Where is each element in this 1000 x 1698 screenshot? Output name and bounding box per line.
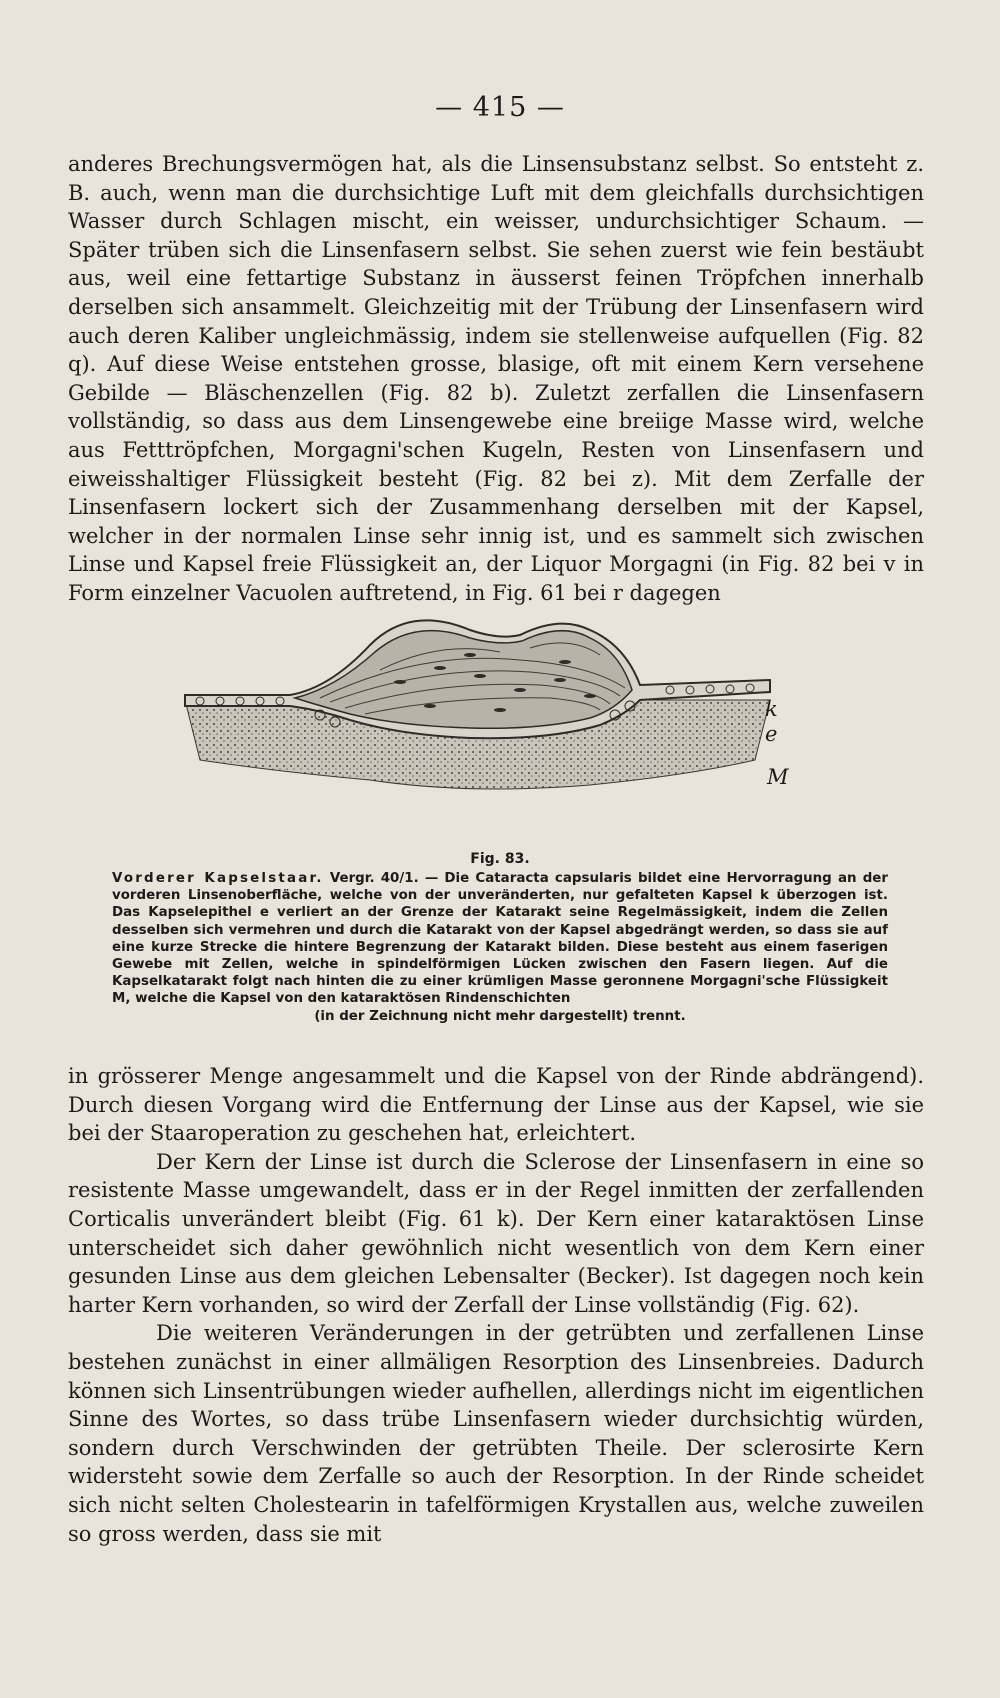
caption-end: (in der Zeichnung nicht mehr dargestellt) trennt. (314, 1008, 686, 1024)
body-text-top (68, 150, 924, 608)
cataract-drawing (170, 610, 810, 830)
figure-label-capsule: k (765, 697, 778, 721)
paragraph: Der Kern der Linse ist durch die Sclerose der Linsenfasern in eine so resistente Masse umgewandelt, dass er in der Regel inmitten der zerfallenden Corticalis unverändert bleibt (Fig. 61 k). Der Kern einer kataraktösen Linse unterscheidet sich daher gewöhnlich nicht wesentlich von dem Kern einer gesunden Linse aus dem gleichen Lebensalter (Becker). Ist dagegen noch kein harter Kern vorhanden, so wird der Zerfall der Linse vollständig (Fig. 62). (68, 1149, 924, 1317)
paragraph: anderes Brechungsvermögen hat, als die Linsensubstanz selbst. So entsteht z. B. auch, wenn man die durchsichtige Luft mit dem gleichfalls durchsichtigen Wasser durch Schlagen mischt, ein weisser, undurchsichtiger Schaum. — Später trüben sich die Linsenfasern selbst. Sie sehen zuerst wie fein bestäubt aus, weil eine fettartige Substanz in äusserst feinen Tröpfchen innerhalb derselben sich ansammelt. Gleichzeitig mit der Trübung der Linsenfasern wird auch deren Kaliber ungleichmässig, indem sie stellenweise aufquellen (Fig. 82 q). Auf diese Weise entstehen grosse, blasige, oft mit einem Kern versehene Gebilde — Bläschenzellen (Fig. 82 b). Zuletzt zerfallen die Linsenfasern vollständig, so dass aus dem Linsengewebe eine breiige Masse wird, welche aus Fetttröpfchen, Morgagni'schen Kugeln, Resten von Linsenfasern und eiweisshaltiger Flüssigkeit besteht (Fig. 82 bei z). Mit dem Zerfalle der Linsenfasern lockert sich der Zusammenhang derselben mit der Kapsel, welcher in der normalen Linse sehr innig ist, und es sammelt sich zwischen Linse und Kapsel freie Flüssigkeit an, der Liquor Morgagni (in Fig. 82 bei v in Form einzelner Vacuolen auftretend, in Fig. 61 bei r dagegen (68, 152, 924, 605)
caption-title: Vorderer Kapselstaar. (112, 871, 324, 886)
body-text-bottom (68, 1062, 924, 1548)
figure-caption (112, 870, 888, 1025)
figure-label-epithelium: e (765, 722, 778, 746)
figure-illustration (170, 610, 810, 830)
caption-body: Vergr. 40/1. — Die Cataracta capsularis bildet eine Hervorragung an der vorderen Linsenoberfläche, welche von der unveränderten, nur gefalteten Kapsel k überzogen ist. Das Kapselepithel e verliert an der Grenze der Katarakt seine Regelmässigkeit, indem die Zellen desselben sich vermehren und durch die Katarakt von der Kapsel abgedrängt werden, so dass sie auf eine kurze Strecke die hintere Begrenzung der Katarakt bilden. Diese besteht aus einem faserigen Gewebe mit Zellen, welche in spindelförmigen Lücken zwischen den Fasern liegen. Auf die Kapselkatarakt folgt nach hinten die zu einer krümligen Masse geronnene Morgagni'sche Flüssigkeit M, welche die Kapsel von den kataraktösen Rindenschichten (112, 871, 888, 1007)
figure-label-morgagni: M (767, 765, 789, 789)
paragraph: in grösserer Menge angesammelt und die Kapsel von der Rinde abdrängend). Durch diesen Vorgang wird die Entfernung der Linse aus der Kapsel, wie sie bei der Staaroperation zu geschehen hat, erleichtert. (68, 1064, 924, 1146)
paragraph: Die weiteren Veränderungen in der getrübten und zerfallenen Linse bestehen zunächst in einer allmäligen Resorption des Linsenbreies. Dadurch können sich Linsentrübungen wieder aufhellen, allerdings nicht im eigentlichen Sinne des Wortes, so dass trübe Linsenfasern wieder durchsichtig würden, sondern durch Verschwinden der getrübten Theile. Der sclerosirte Kern widersteht sowie dem Zerfalle so auch der Resorption. In der Rinde scheidet sich nicht selten Cholestearin in tafelförmigen Krystallen aus, welche zuweilen so gross werden, dass sie mit (68, 1321, 924, 1546)
figure-number: Fig. 83. (470, 851, 530, 867)
page-number: — 415 — (435, 92, 565, 123)
